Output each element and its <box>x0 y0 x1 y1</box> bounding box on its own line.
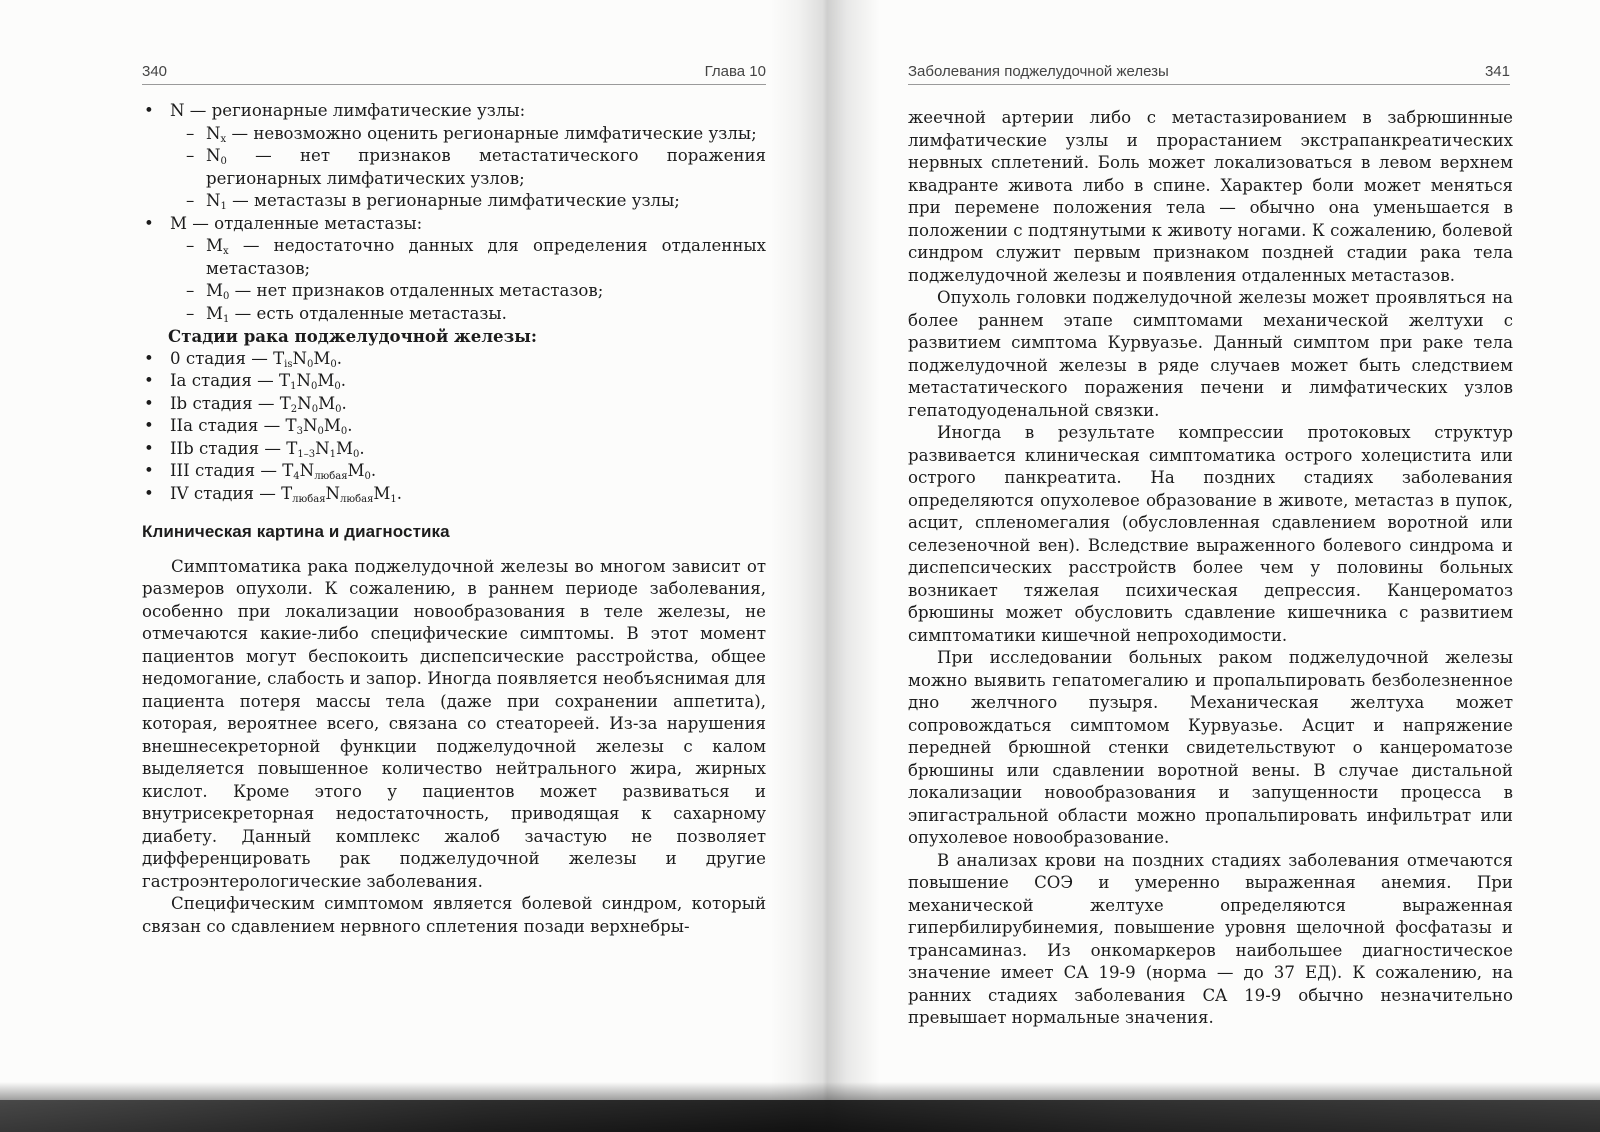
tnm-description: — нет признаков метастатического поражения регионарных лимфатических узлов; <box>206 146 766 188</box>
stage-symbol: T <box>286 438 298 458</box>
stage-symbol: N <box>315 438 330 458</box>
right-paragraph-4: В анализах крови на поздних стадиях заболевания отмечаются повышение СОЭ и умеренно выраженная анемия. При механической желтухе определяются выраженная гипербилирубинемия, повышение уровня щелочной фосфатазы и трансаминаз. Из онкомаркеров наибольшее диагностическое значение имеет CA 19-9 (норма — до 37 ЕД). К сожалению, на ранних стадиях заболевания CA 19-9 обычно незначительно превышает нормальные значения. <box>908 850 1513 1027</box>
stage-subscript: 4 <box>293 471 300 482</box>
n-sub-item <box>170 123 766 146</box>
right-continuation-paragraph: жеечной артерии либо с метастазированием в забрюшинные лимфатические узлы и прорастанием экстрапанкреатических нервных сплетений. Боль может локализоваться в левом верхнем квадранте живота либо в спине. Характер боли может меняться при перемене положения тела — обычно она уменьшается в положении с подтянутыми к животу ногами. К сожалению, болевой синдром служит первым признаком поздней стадии рака тела поджелудочной железы и появления отдаленных метастазов. <box>908 108 1513 285</box>
dash-marker: – <box>186 191 195 210</box>
stage-symbol: T <box>282 461 294 480</box>
dash-marker: – <box>186 123 195 143</box>
stage-subscript: is <box>284 358 293 370</box>
stage-label: IV стадия — <box>170 483 282 503</box>
tnm-symbol: N <box>206 191 221 210</box>
stage-item <box>142 438 766 461</box>
stage-label: Ib стадия — <box>170 393 280 413</box>
dash-marker: – <box>186 303 195 323</box>
stage-item <box>142 483 766 506</box>
stage-subscript: 1 <box>290 381 297 392</box>
tnm-subscript: x <box>220 133 227 145</box>
right-paragraph-3: При исследовании больных раком поджелудочной железы можно выявить гепатомегалию и пропальпировать безболезненное дно желчного пузыря. Механическая желтуха может сопровождаться симптомом Курвуазье. Асцит и напряжение передней брюшной стенки свидетельствуют о канцероматозе брюшины или сдавлении воротной вены. В случае дистальной локализации новообразования и запущенности процесса в эпигастральной области можно пропальпировать инфильтрат или опухолевое новообразование. <box>908 648 1513 847</box>
stage-subscript: 3 <box>296 426 303 437</box>
stages-list <box>142 348 766 506</box>
stages-heading: Стадии рака поджелудочной железы: <box>168 326 537 346</box>
stage-subscript: 0 <box>340 426 348 437</box>
stage-subscript: 1 <box>329 448 336 460</box>
tnm-symbol: N <box>206 123 221 143</box>
stage-symbol: M <box>323 416 341 435</box>
tnm-symbol: N <box>206 146 221 165</box>
stage-symbol: T <box>279 393 291 413</box>
stage-subscript: 1 <box>390 493 397 505</box>
stage-label: IIa стадия — <box>170 416 286 435</box>
left-running-title: Глава 10 <box>704 63 766 80</box>
stage-end: . <box>370 461 377 480</box>
left-running-head <box>142 62 766 85</box>
stage-end: . <box>341 393 347 413</box>
stage-subscript: любая <box>292 493 326 505</box>
stage-label: III стадия — <box>170 461 283 480</box>
stage-subscript: 2 <box>290 403 298 415</box>
stage-item <box>142 370 766 393</box>
stage-subscript: 0 <box>364 471 371 482</box>
stage-symbol: N <box>297 393 312 413</box>
dash-marker: – <box>186 146 195 165</box>
stage-symbol: M <box>317 371 335 390</box>
tnm-description: — невозможно оценить регионарные лимфатические узлы; <box>226 123 757 143</box>
stage-symbol: T <box>281 483 293 503</box>
stage-label: IIb стадия — <box>170 438 287 458</box>
left-page-body <box>142 100 766 938</box>
n-sub-item <box>170 145 766 190</box>
m-item <box>142 213 766 326</box>
stage-item <box>142 348 766 371</box>
stage-symbol: M <box>313 348 331 368</box>
n-item <box>142 100 766 213</box>
tnm-symbol: M <box>206 281 223 300</box>
stage-item <box>142 460 766 483</box>
n-sub-item <box>170 190 766 213</box>
right-page-body <box>908 107 1513 1030</box>
stage-end: . <box>396 483 403 503</box>
stage-symbol: N <box>296 371 311 390</box>
stage-label: 0 стадия — <box>170 348 274 368</box>
tnm-subscript: 0 <box>220 156 227 167</box>
stage-subscript: 0 <box>334 381 341 392</box>
stage-symbol: N <box>292 348 308 368</box>
tnm-subscript: x <box>223 246 229 257</box>
tnm-symbol: M <box>206 303 223 323</box>
stage-item <box>142 393 766 416</box>
m-sub-item <box>170 303 766 326</box>
tnm-description: — есть отдаленные метастазы. <box>229 303 507 323</box>
left-paragraph-2: Специфическим симптомом является болевой синдром, который связан со сдавлением нервного сплетения позади верхнебры- <box>142 894 766 936</box>
stage-end: . <box>347 416 353 435</box>
stage-symbol: T <box>285 416 297 435</box>
tnm-subscript: 1 <box>223 313 230 325</box>
stage-subscript: 0 <box>307 358 314 370</box>
left-paragraph-1: Симптоматика рака поджелудочной железы во многом зависит от размеров опухоли. К сожалению, в раннем периоде заболевания, особенно при локализации новообразования в теле железы, не отмечаются какие-либо специфические симптомы. В этот момент пациентов могут беспокоить диспепсические расстройства, общее недомогание, слабость и запор. Иногда появляется необъяснимая для пациента потеря массы тела (даже при сохранении аппетита), которая, вероятнее всего, связана со стеатореей. Из-за нарушения внешнесекреторной функции поджелудочной железы с калом выделяется повышенное количество нейтрального жира, жирных кислот. Кроме этого у пациентов может развиваться и внутрисекреторная недостаточность, приводящая к сахарному диабету. Данный комплекс жалоб зачастую не позволяет дифференцировать рак поджелудочной железы и другие гастроэнтерологические заболевания. <box>142 556 766 891</box>
m-sub-item <box>170 235 766 280</box>
stage-item <box>142 415 766 438</box>
right-page <box>800 0 1600 1132</box>
tnm-symbol: M <box>206 236 223 255</box>
tnm-subscript: 0 <box>223 291 230 302</box>
n-sub-list <box>170 123 766 213</box>
stage-subscript: 1–3 <box>297 448 316 460</box>
stage-symbol: M <box>373 483 391 503</box>
stage-symbol: M <box>318 393 336 413</box>
right-paragraph-2: Иногда в результате компрессии протоковых структур развивается клиническая симптоматика острого холецистита или острого панкреатита. На поздних стадиях заболевания определяются опухолевое образование в животе, метастаз в пупок, асцит, спленомегалия (обусловленная сдавлением воротной или селезеночной вен). Вследствие выраженного болевого синдрома и диспепсических расстройств более чем у половины больных возникает тяжелая психическая депрессия. Канцероматоз брюшины может обусловить сдавление кишечника с развитием симптоматики кишечной непроходимости. <box>908 423 1513 645</box>
right-paragraph-1: Опухоль головки поджелудочной железы может проявляться на более раннем этапе симптомами механической желтухи с развитием симптома Курвуазье. Данный симптом при раке тела поджелудочной железы в ряде случаев может быть следствием метастатического поражения печени и лимфатических узлов гепатодуоденальной связки. <box>908 288 1513 420</box>
stage-end: . <box>359 438 365 458</box>
m-sub-item <box>170 280 766 303</box>
n-item-label: N — регионарные лимфатические узлы: <box>170 101 526 120</box>
dash-marker: – <box>186 281 195 300</box>
stage-symbol: N <box>303 416 318 435</box>
stage-subscript: 0 <box>330 358 337 370</box>
stage-label: Ia стадия — <box>170 371 279 390</box>
stage-end: . <box>336 348 343 368</box>
left-page-number: 340 <box>142 63 168 80</box>
right-page-number: 341 <box>1484 63 1510 80</box>
tnm-subscript: 1 <box>220 201 227 212</box>
stage-end: . <box>340 371 346 390</box>
stage-subscript: 0 <box>310 381 318 392</box>
stage-symbol: N <box>299 461 315 480</box>
stage-symbol: T <box>278 371 291 390</box>
stage-subscript: любая <box>340 493 374 505</box>
stage-subscript: 0 <box>311 403 319 415</box>
stage-symbol: M <box>335 438 353 458</box>
section-heading: Клиническая картина и диагностика <box>142 522 450 541</box>
tnm-list <box>142 100 766 325</box>
stage-subscript: любая <box>314 471 348 482</box>
dash-marker: – <box>186 236 195 255</box>
m-item-label: M — отдаленные метастазы: <box>170 213 423 233</box>
stage-symbol: T <box>273 348 285 368</box>
m-sub-list <box>170 235 766 325</box>
tnm-description: — нет признаков отдаленных метастазов; <box>229 281 604 300</box>
stage-symbol: N <box>325 483 341 503</box>
stage-subscript: 0 <box>352 448 360 460</box>
tnm-description: — метастазы в регионарные лимфатические узлы; <box>226 191 680 210</box>
right-running-head <box>908 62 1510 85</box>
right-running-title: Заболевания поджелудочной железы <box>908 63 1169 80</box>
stage-symbol: M <box>347 461 365 480</box>
stage-subscript: 0 <box>335 403 342 415</box>
stage-subscript: 0 <box>317 426 324 437</box>
tnm-description: — недостаточно данных для определения отдаленных метастазов; <box>206 236 766 278</box>
